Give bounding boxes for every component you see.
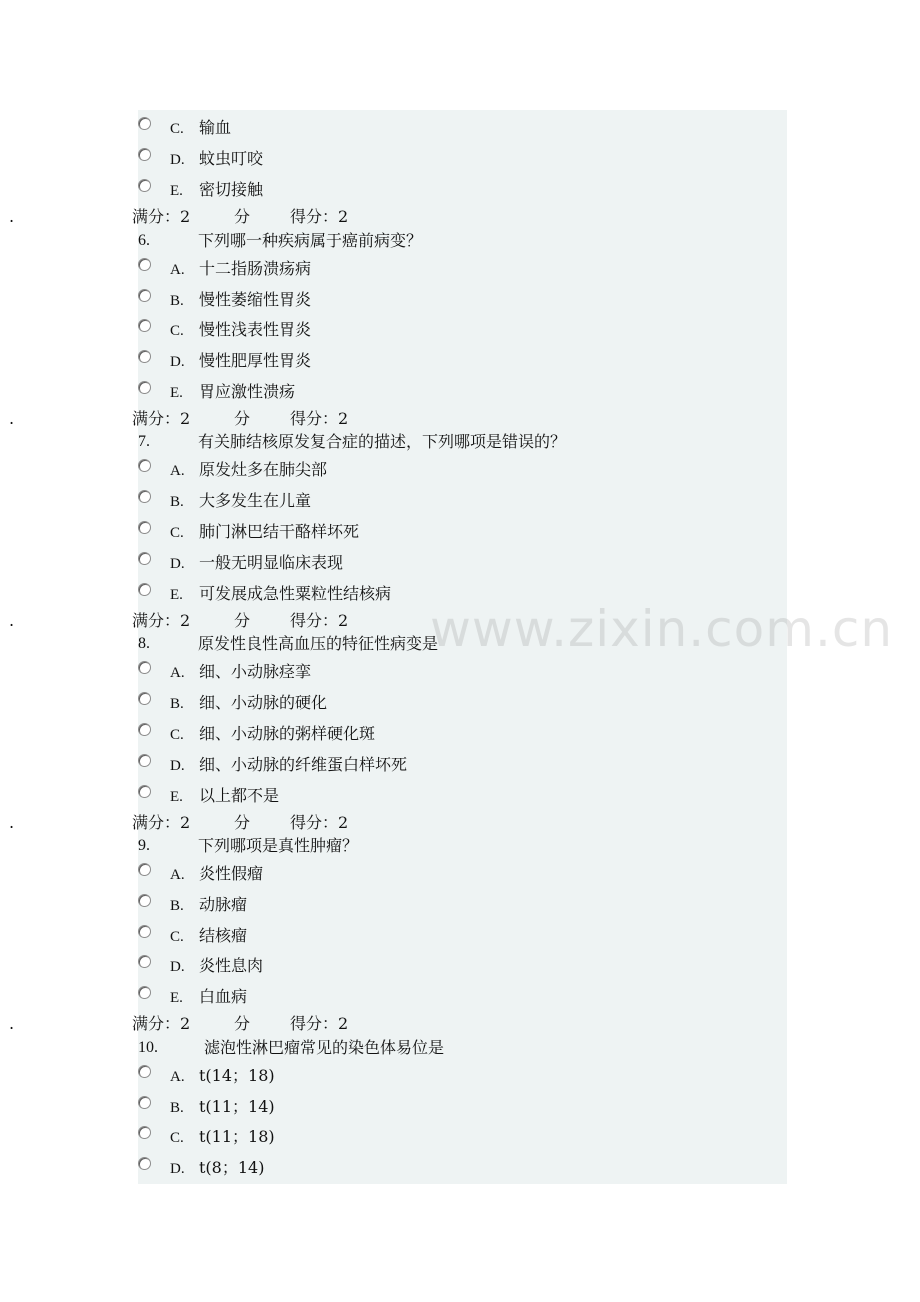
radio-button-icon[interactable] [138,583,151,596]
radio-button-icon[interactable] [138,459,151,472]
radio-button-icon[interactable] [138,350,151,363]
full-score-label: 满分：2 [132,813,191,832]
option-letter: A. [170,1069,185,1085]
option-text: t(8；14) [199,1158,265,1177]
option-letter: D. [170,354,185,370]
option-text: 炎性假瘤 [199,864,264,883]
score-unit: 分 [234,207,251,226]
option-text: 输血 [199,118,232,137]
full-score-label: 满分：2 [132,1014,191,1033]
option-text: 慢性浅表性胃炎 [199,320,312,339]
radio-button-icon[interactable] [138,521,151,534]
option-text: 细、小动脉的纤维蛋白样坏死 [199,755,408,774]
earned-score-label: 得分：2 [290,1014,349,1033]
option-text: 肺门淋巴结干酪样坏死 [199,522,360,541]
radio-button-icon[interactable] [138,1157,151,1170]
option-letter: E. [170,587,183,603]
option-letter: C. [170,727,184,743]
option-letter: D. [170,152,185,168]
option-letter: D. [170,959,185,975]
option-letter: C. [170,929,184,945]
question-number: 7. [138,433,150,450]
score-unit: 分 [234,611,251,630]
radio-button-icon[interactable] [138,289,151,302]
option-letter: B. [170,293,184,309]
score-dot: . [9,409,15,428]
radio-button-icon[interactable] [138,148,151,161]
full-score-label: 满分：2 [132,409,191,428]
radio-button-icon[interactable] [138,490,151,503]
option-text: 动脉瘤 [199,895,248,914]
watermark-text: www.zixin.com.cn [430,600,894,658]
option-letter: E. [170,385,183,401]
radio-button-icon[interactable] [138,723,151,736]
radio-button-icon[interactable] [138,1126,151,1139]
option-text: 密切接触 [199,180,264,199]
question-text: 下列哪项是真性肿瘤？ [198,836,359,855]
option-text: 大多发生在儿童 [199,491,312,510]
question-text: 下列哪一种疾病属于癌前病变？ [198,231,423,250]
radio-button-icon[interactable] [138,955,151,968]
option-text: 结核瘤 [199,926,248,945]
option-letter: E. [170,183,183,199]
option-text: 一般无明显临床表现 [199,553,344,572]
option-letter: A. [170,463,185,479]
option-letter: B. [170,898,184,914]
question-text: 有关肺结核原发复合症的描述，下列哪项是错误的？ [198,432,567,451]
option-letter: D. [170,1161,185,1177]
question-number: 9. [138,837,150,854]
option-text: 十二指肠溃疡病 [199,259,312,278]
option-text: 慢性肥厚性胃炎 [199,351,312,370]
option-text: 慢性萎缩性胃炎 [199,290,312,309]
option-letter: E. [170,990,183,1006]
option-text: 白血病 [199,987,248,1006]
score-unit: 分 [234,1014,251,1033]
full-score-label: 满分：2 [132,611,191,630]
radio-button-icon[interactable] [138,258,151,271]
score-dot: . [9,813,15,832]
option-letter: C. [170,1130,184,1146]
score-unit: 分 [234,409,251,428]
option-text: 可发展成急性粟粒性结核病 [199,584,392,603]
option-letter: C. [170,121,184,137]
radio-button-icon[interactable] [138,661,151,674]
option-letter: C. [170,525,184,541]
radio-button-icon[interactable] [138,179,151,192]
question-number: 10. [138,1039,158,1056]
score-unit: 分 [234,813,251,832]
radio-button-icon[interactable] [138,863,151,876]
option-text: 细、小动脉的硬化 [199,693,328,712]
radio-button-icon[interactable] [138,754,151,767]
earned-score-label: 得分：2 [290,813,349,832]
radio-button-icon[interactable] [138,319,151,332]
question-text: 滤泡性淋巴瘤常见的染色体易位是 [204,1038,445,1057]
option-text: 炎性息肉 [199,956,264,975]
option-text: 原发灶多在肺尖部 [199,460,328,479]
option-text: 细、小动脉痉挛 [199,662,312,681]
score-dot: . [9,1014,15,1033]
option-letter: D. [170,556,185,572]
radio-button-icon[interactable] [138,1065,151,1078]
radio-button-icon[interactable] [138,986,151,999]
radio-button-icon[interactable] [138,552,151,565]
option-text: 蚊虫叮咬 [199,149,264,168]
earned-score-label: 得分：2 [290,611,349,630]
radio-button-icon[interactable] [138,381,151,394]
question-number: 8. [138,635,150,652]
question-number: 6. [138,232,150,249]
option-text: t(14；18) [199,1066,275,1085]
option-letter: A. [170,665,185,681]
option-text: 细、小动脉的粥样硬化斑 [199,724,376,743]
radio-button-icon[interactable] [138,925,151,938]
option-letter: B. [170,494,184,510]
earned-score-label: 得分：2 [290,207,349,226]
option-letter: E. [170,789,183,805]
option-text: 胃应激性溃疡 [199,382,296,401]
score-dot: . [9,207,15,226]
option-letter: C. [170,323,184,339]
option-letter: A. [170,867,185,883]
option-letter: A. [170,262,185,278]
score-dot: . [9,611,15,630]
option-letter: B. [170,696,184,712]
question-text: 原发性良性高血压的特征性病变是 [198,634,439,653]
option-text: t(11；14) [199,1097,275,1116]
option-text: 以上都不是 [199,786,280,805]
radio-button-icon[interactable] [138,785,151,798]
option-letter: B. [170,1100,184,1116]
full-score-label: 满分：2 [132,207,191,226]
earned-score-label: 得分：2 [290,409,349,428]
option-letter: D. [170,758,185,774]
radio-button-icon[interactable] [138,692,151,705]
radio-button-icon[interactable] [138,894,151,907]
radio-button-icon[interactable] [138,117,151,130]
radio-button-icon[interactable] [138,1096,151,1109]
option-text: t(11；18) [199,1127,275,1146]
